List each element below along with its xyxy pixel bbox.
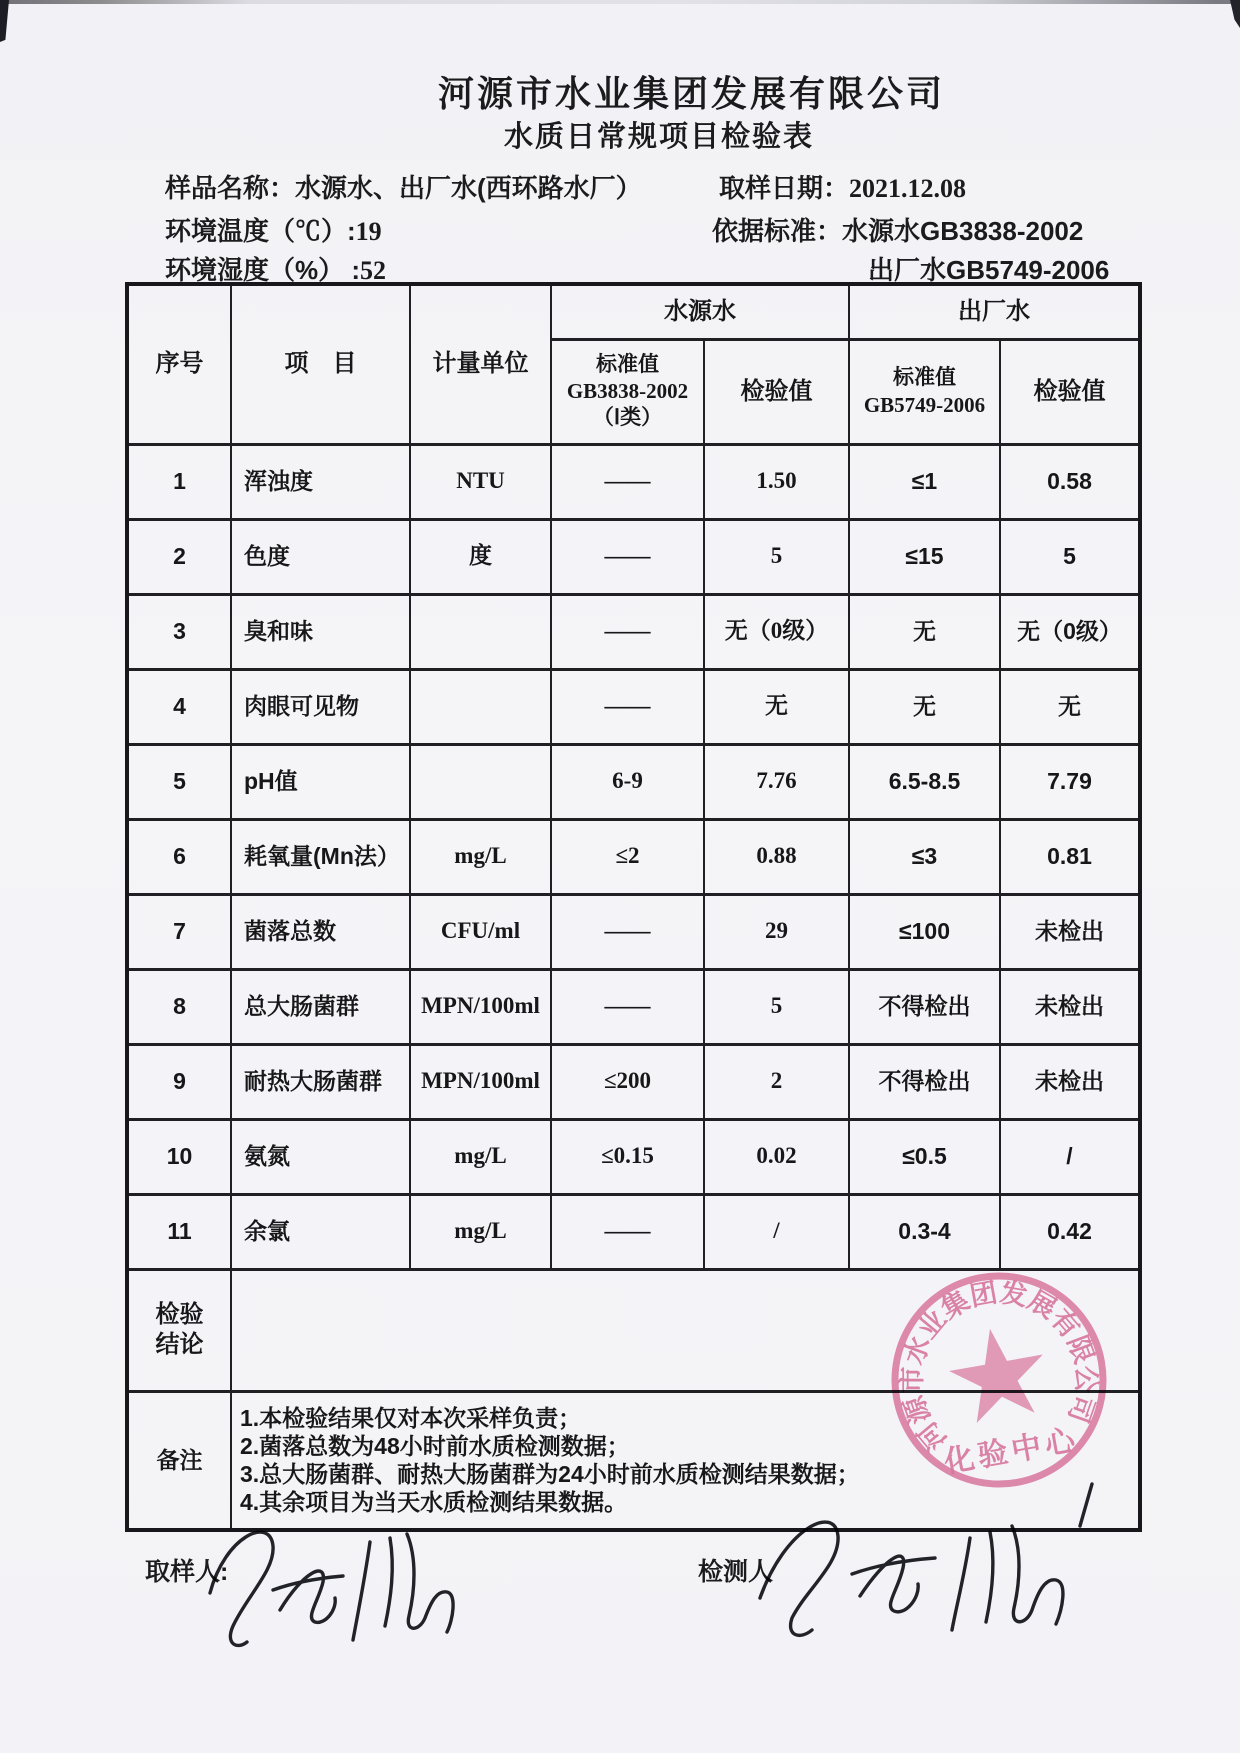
table-row bbox=[127, 894, 1140, 969]
row-outlet-standard: 不得检出 bbox=[849, 969, 1000, 1044]
row-outlet-value: 0.42 bbox=[1000, 1194, 1140, 1269]
row-outlet-value: 5 bbox=[1000, 519, 1140, 594]
table-row bbox=[127, 444, 1140, 519]
table-row bbox=[127, 519, 1140, 594]
col-header-outlet-value: 检验值 bbox=[1000, 339, 1140, 444]
row-unit bbox=[410, 594, 551, 669]
remark-line: 3.总大肠菌群、耐热大肠菌群为24小时前水质检测结果数据； bbox=[240, 1461, 860, 1488]
standard-outlet-water: 出厂水GB5749-2006 bbox=[868, 255, 1110, 285]
group-header-source-water: 水源水 bbox=[551, 284, 849, 339]
row-unit: mg/L bbox=[410, 1194, 551, 1269]
row-outlet-value: 0.58 bbox=[1000, 444, 1140, 519]
company-title: 河源市水业集团发展有限公司 bbox=[438, 73, 946, 114]
row-outlet-standard: 6.5-8.5 bbox=[849, 744, 1000, 819]
row-item: 余氯 bbox=[231, 1194, 410, 1269]
row-outlet-standard: ≤3 bbox=[849, 819, 1000, 894]
source-standard-line2: GB3838-2002 bbox=[566, 379, 689, 404]
row-unit: MPN/100ml bbox=[410, 969, 551, 1044]
env-temp-label: 环境温度（℃）: bbox=[165, 216, 356, 246]
row-source-value: 2 bbox=[704, 1044, 849, 1119]
row-outlet-value: / bbox=[1000, 1119, 1140, 1194]
row-outlet-standard: ≤1 bbox=[849, 444, 1000, 519]
env-temp-line bbox=[165, 211, 382, 248]
col-header-item: 项 目 bbox=[231, 284, 410, 444]
row-outlet-standard: 无 bbox=[849, 669, 1000, 744]
conclusion-label: 检验 结论 bbox=[127, 1269, 231, 1391]
sample-name-line bbox=[165, 168, 642, 205]
row-seq: 3 bbox=[127, 594, 231, 669]
env-humidity-value: 52 bbox=[360, 256, 387, 285]
row-unit: MPN/100ml bbox=[410, 1044, 551, 1119]
row-seq: 10 bbox=[127, 1119, 231, 1194]
row-unit bbox=[410, 744, 551, 819]
row-seq: 7 bbox=[127, 894, 231, 969]
row-unit: NTU bbox=[410, 444, 551, 519]
remark-line: 2.菌落总数为48小时前水质检测数据； bbox=[240, 1433, 630, 1460]
standard-label: 依据标准： bbox=[712, 216, 843, 246]
row-outlet-standard: 0.3-4 bbox=[849, 1194, 1000, 1269]
header-group-row bbox=[127, 284, 1140, 339]
tester-label: 检测人 bbox=[698, 1558, 774, 1586]
row-outlet-standard: ≤15 bbox=[849, 519, 1000, 594]
env-humidity-label: 环境湿度（%） : bbox=[165, 255, 361, 285]
seal-ring-text: 河源市水业集团发展有限公司 bbox=[897, 1277, 1102, 1456]
row-source-value: 无（0级） bbox=[704, 594, 849, 669]
row-source-value: 0.02 bbox=[704, 1119, 849, 1194]
row-source-value: 0.88 bbox=[704, 819, 849, 894]
scan-artifact-top-strip bbox=[0, 0, 1240, 4]
table-row bbox=[127, 1044, 1140, 1119]
table-row bbox=[127, 744, 1140, 819]
col-header-source-standard bbox=[551, 339, 704, 444]
remark-line: 1.本检验结果仅对本次采样负责； bbox=[240, 1405, 582, 1432]
outlet-standard-line1: 标准值 bbox=[893, 366, 956, 390]
row-seq: 6 bbox=[127, 819, 231, 894]
row-item: 肉眼可见物 bbox=[231, 669, 410, 744]
row-source-value: 5 bbox=[704, 519, 849, 594]
col-header-source-value: 检验值 bbox=[704, 339, 849, 444]
row-source-standard: —— bbox=[551, 444, 704, 519]
row-outlet-value: 未检出 bbox=[1000, 1044, 1140, 1119]
row-outlet-value: 未检出 bbox=[1000, 894, 1140, 969]
row-unit: CFU/ml bbox=[410, 894, 551, 969]
row-item: 臭和味 bbox=[231, 594, 410, 669]
row-unit: mg/L bbox=[410, 819, 551, 894]
standard-source-water: 水源水GB3838-2002 bbox=[842, 216, 1084, 246]
remarks-label: 备注 bbox=[127, 1391, 231, 1530]
scan-artifact-corner-right bbox=[1230, 0, 1240, 28]
row-seq: 5 bbox=[127, 744, 231, 819]
row-item: 浑浊度 bbox=[231, 444, 410, 519]
row-seq: 1 bbox=[127, 444, 231, 519]
col-header-unit: 计量单位 bbox=[410, 284, 551, 444]
outlet-standard-line2: GB5749-2006 bbox=[863, 392, 986, 417]
row-outlet-value: 7.79 bbox=[1000, 744, 1140, 819]
row-source-standard: ≤200 bbox=[551, 1044, 704, 1119]
sampling-date-label: 取样日期： bbox=[719, 173, 850, 203]
sampling-date-line bbox=[719, 168, 966, 205]
row-source-standard: 6-9 bbox=[551, 744, 704, 819]
row-source-value: / bbox=[704, 1194, 849, 1269]
env-temp-value: 19 bbox=[355, 217, 382, 246]
row-source-standard: —— bbox=[551, 1194, 704, 1269]
row-outlet-standard: ≤0.5 bbox=[849, 1119, 1000, 1194]
row-outlet-value: 0.81 bbox=[1000, 819, 1140, 894]
row-seq: 9 bbox=[127, 1044, 231, 1119]
table-row bbox=[127, 969, 1140, 1044]
row-unit: 度 bbox=[410, 519, 551, 594]
form-title: 水质日常规项目检验表 bbox=[504, 121, 815, 153]
sample-name-value: 水源水、出厂水(西环路水厂） bbox=[295, 173, 642, 203]
table-row bbox=[127, 594, 1140, 669]
table-row bbox=[127, 1119, 1140, 1194]
scan-artifact-corner-left bbox=[0, 0, 9, 42]
col-header-outlet-standard bbox=[849, 339, 1000, 444]
seal-star-icon bbox=[943, 1321, 1052, 1427]
group-header-outlet-water: 出厂水 bbox=[849, 284, 1140, 339]
row-item: pH值 bbox=[231, 744, 410, 819]
row-source-standard: —— bbox=[551, 669, 704, 744]
row-source-value: 无 bbox=[704, 669, 849, 744]
seal-center-text: 化验中心 bbox=[941, 1423, 1082, 1480]
tester-signature bbox=[740, 1478, 1170, 1658]
row-outlet-standard: ≤100 bbox=[849, 894, 1000, 969]
row-source-standard: —— bbox=[551, 969, 704, 1044]
row-seq: 8 bbox=[127, 969, 231, 1044]
row-unit bbox=[410, 669, 551, 744]
table-row bbox=[127, 669, 1140, 744]
row-outlet-value: 未检出 bbox=[1000, 969, 1140, 1044]
standard-line bbox=[712, 211, 1083, 248]
row-source-standard: —— bbox=[551, 519, 704, 594]
row-outlet-standard: 无 bbox=[849, 594, 1000, 669]
row-item: 菌落总数 bbox=[231, 894, 410, 969]
company-seal-stamp bbox=[869, 1250, 1129, 1510]
row-source-value: 5 bbox=[704, 969, 849, 1044]
row-source-standard: ≤2 bbox=[551, 819, 704, 894]
row-seq: 2 bbox=[127, 519, 231, 594]
sampler-signature bbox=[185, 1498, 505, 1668]
source-standard-line1: 标准值 bbox=[596, 353, 659, 377]
row-source-standard: —— bbox=[551, 894, 704, 969]
source-standard-line3: （Ⅰ类） bbox=[592, 405, 663, 429]
row-seq: 4 bbox=[127, 669, 231, 744]
row-source-standard: ≤0.15 bbox=[551, 1119, 704, 1194]
col-header-seq: 序号 bbox=[127, 284, 231, 444]
row-source-value: 29 bbox=[704, 894, 849, 969]
sampling-date-value: 2021.12.08 bbox=[849, 174, 967, 203]
sampler-label: 取样人: bbox=[145, 1558, 229, 1586]
row-seq: 11 bbox=[127, 1194, 231, 1269]
row-item: 色度 bbox=[231, 519, 410, 594]
table-row bbox=[127, 819, 1140, 894]
row-item: 总大肠菌群 bbox=[231, 969, 410, 1044]
row-source-standard: —— bbox=[551, 594, 704, 669]
row-item: 氨氮 bbox=[231, 1119, 410, 1194]
row-source-value: 1.50 bbox=[704, 444, 849, 519]
row-item: 耐热大肠菌群 bbox=[231, 1044, 410, 1119]
row-unit: mg/L bbox=[410, 1119, 551, 1194]
remark-line: 4.其余项目为当天水质检测结果数据。 bbox=[240, 1489, 628, 1516]
row-outlet-standard: 不得检出 bbox=[849, 1044, 1000, 1119]
row-outlet-value: 无（0级） bbox=[1000, 594, 1140, 669]
row-item: 耗氧量(Mn法） bbox=[231, 819, 410, 894]
sample-name-label: 样品名称： bbox=[165, 173, 296, 203]
row-source-value: 7.76 bbox=[704, 744, 849, 819]
row-outlet-value: 无 bbox=[1000, 669, 1140, 744]
